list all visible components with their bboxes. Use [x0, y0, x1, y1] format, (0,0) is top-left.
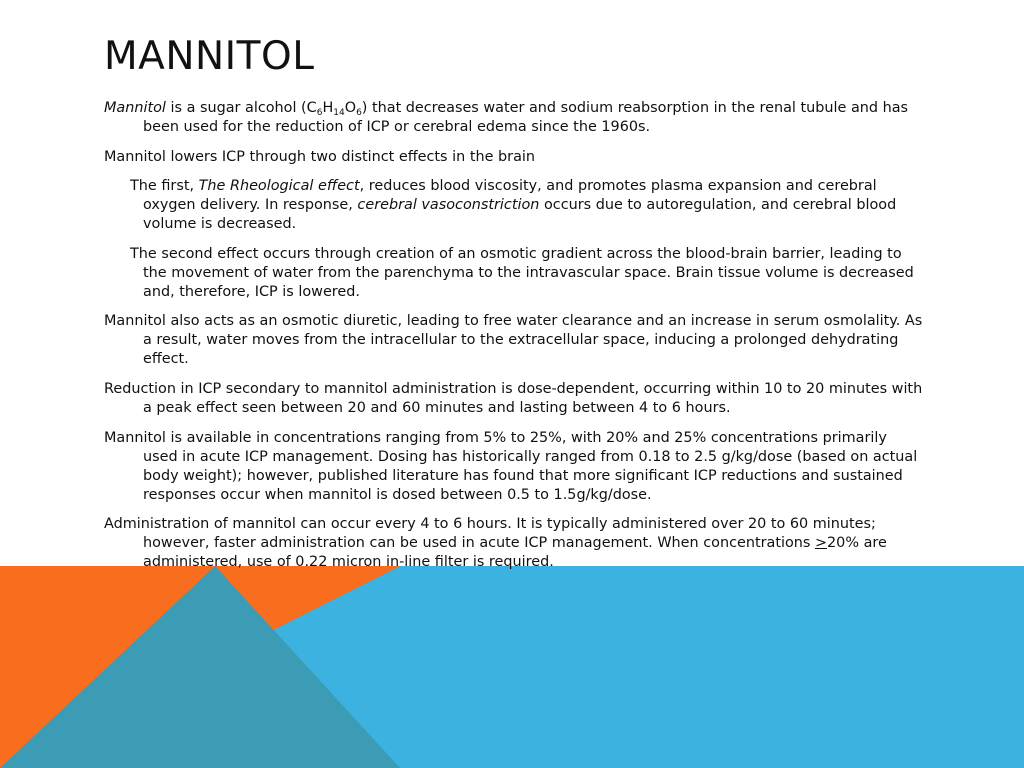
paragraph-concentrations: Mannitol is available in concentrations ranging from 5% to 25%, with 20% and 25% concentrations primarily used in acute ICP management. Dosing has historically ranged from 0.18 to 2.5 g/kg/dose (based on actual body weight); however, published literature has found that more significant ICP reductions and sustained responses occur when mannitol is dosed between 0.5 to 1.5g/kg/dose.	[104, 429, 918, 503]
paragraph-osmotic-diuretic: Mannitol also acts as an osmotic diuretic, leading to free water clearance and an increase in serum osmolality. As a result, water moves from the intracellular to the extracellular space, inducing a prolonged dehydrating effect.	[104, 313, 923, 368]
paragraph-sugar-alcohol: Mannitol is a sugar alcohol $(C_6H_{14}O_6)$ that decreases water and sodium reabsorption in the renal tubule and has been used for the reduction of ICP or cerebral edema since the 1960s.	[104, 100, 909, 135]
paragraph-rheological-effect: The first, The Rheological effect, reduces blood viscosity, and promotes plasma expansion and cerebral oxygen delivery. In response, cerebral vasoconstriction occurs due to autoregulation, and cerebral blood volume is decreased.	[130, 178, 897, 233]
subscript-carbon: 6	[316, 108, 323, 118]
term-rheological-effect: The Rheological effect	[198, 178, 360, 195]
paragraph-dose-dependent: Reduction in ICP secondary to mannitol administration is dose-dependent, occurring within 10 to 20 minutes with a peak effect seen between 20 and 60 minutes and lasting between 4 to 6 hours.	[104, 380, 923, 416]
greater-equal-symbol: >	[814, 535, 828, 552]
slide-body	[104, 99, 924, 572]
term-cerebral-vasoconstriction: cerebral vasoconstriction	[357, 197, 540, 214]
paragraph-administration: Administration of mannitol can occur every 4 to 6 hours. It is typically administered over 20 to 60 minutes; however, faster administration can be used in acute ICP management. When concentrations >20% are administered, use of 0.22 micron in-line filter is required.	[104, 516, 887, 571]
subscript-oxygen: 6	[356, 108, 362, 118]
slide-title: MANNITOL	[104, 34, 315, 79]
paragraph-osmotic-gradient: The second effect occurs through creation of an osmotic gradient across the blood-brain barrier, leading to the movement of water from the parenchyma to the intravascular space. Brain tissue volume is decreased and, therefore, ICP is lowered.	[130, 245, 914, 300]
term-mannitol: Mannitol	[104, 100, 166, 116]
paragraph-two-effects: Mannitol lowers ICP through two distinct effects in the brain	[104, 148, 536, 165]
subscript-hydrogen: 14	[333, 108, 345, 118]
